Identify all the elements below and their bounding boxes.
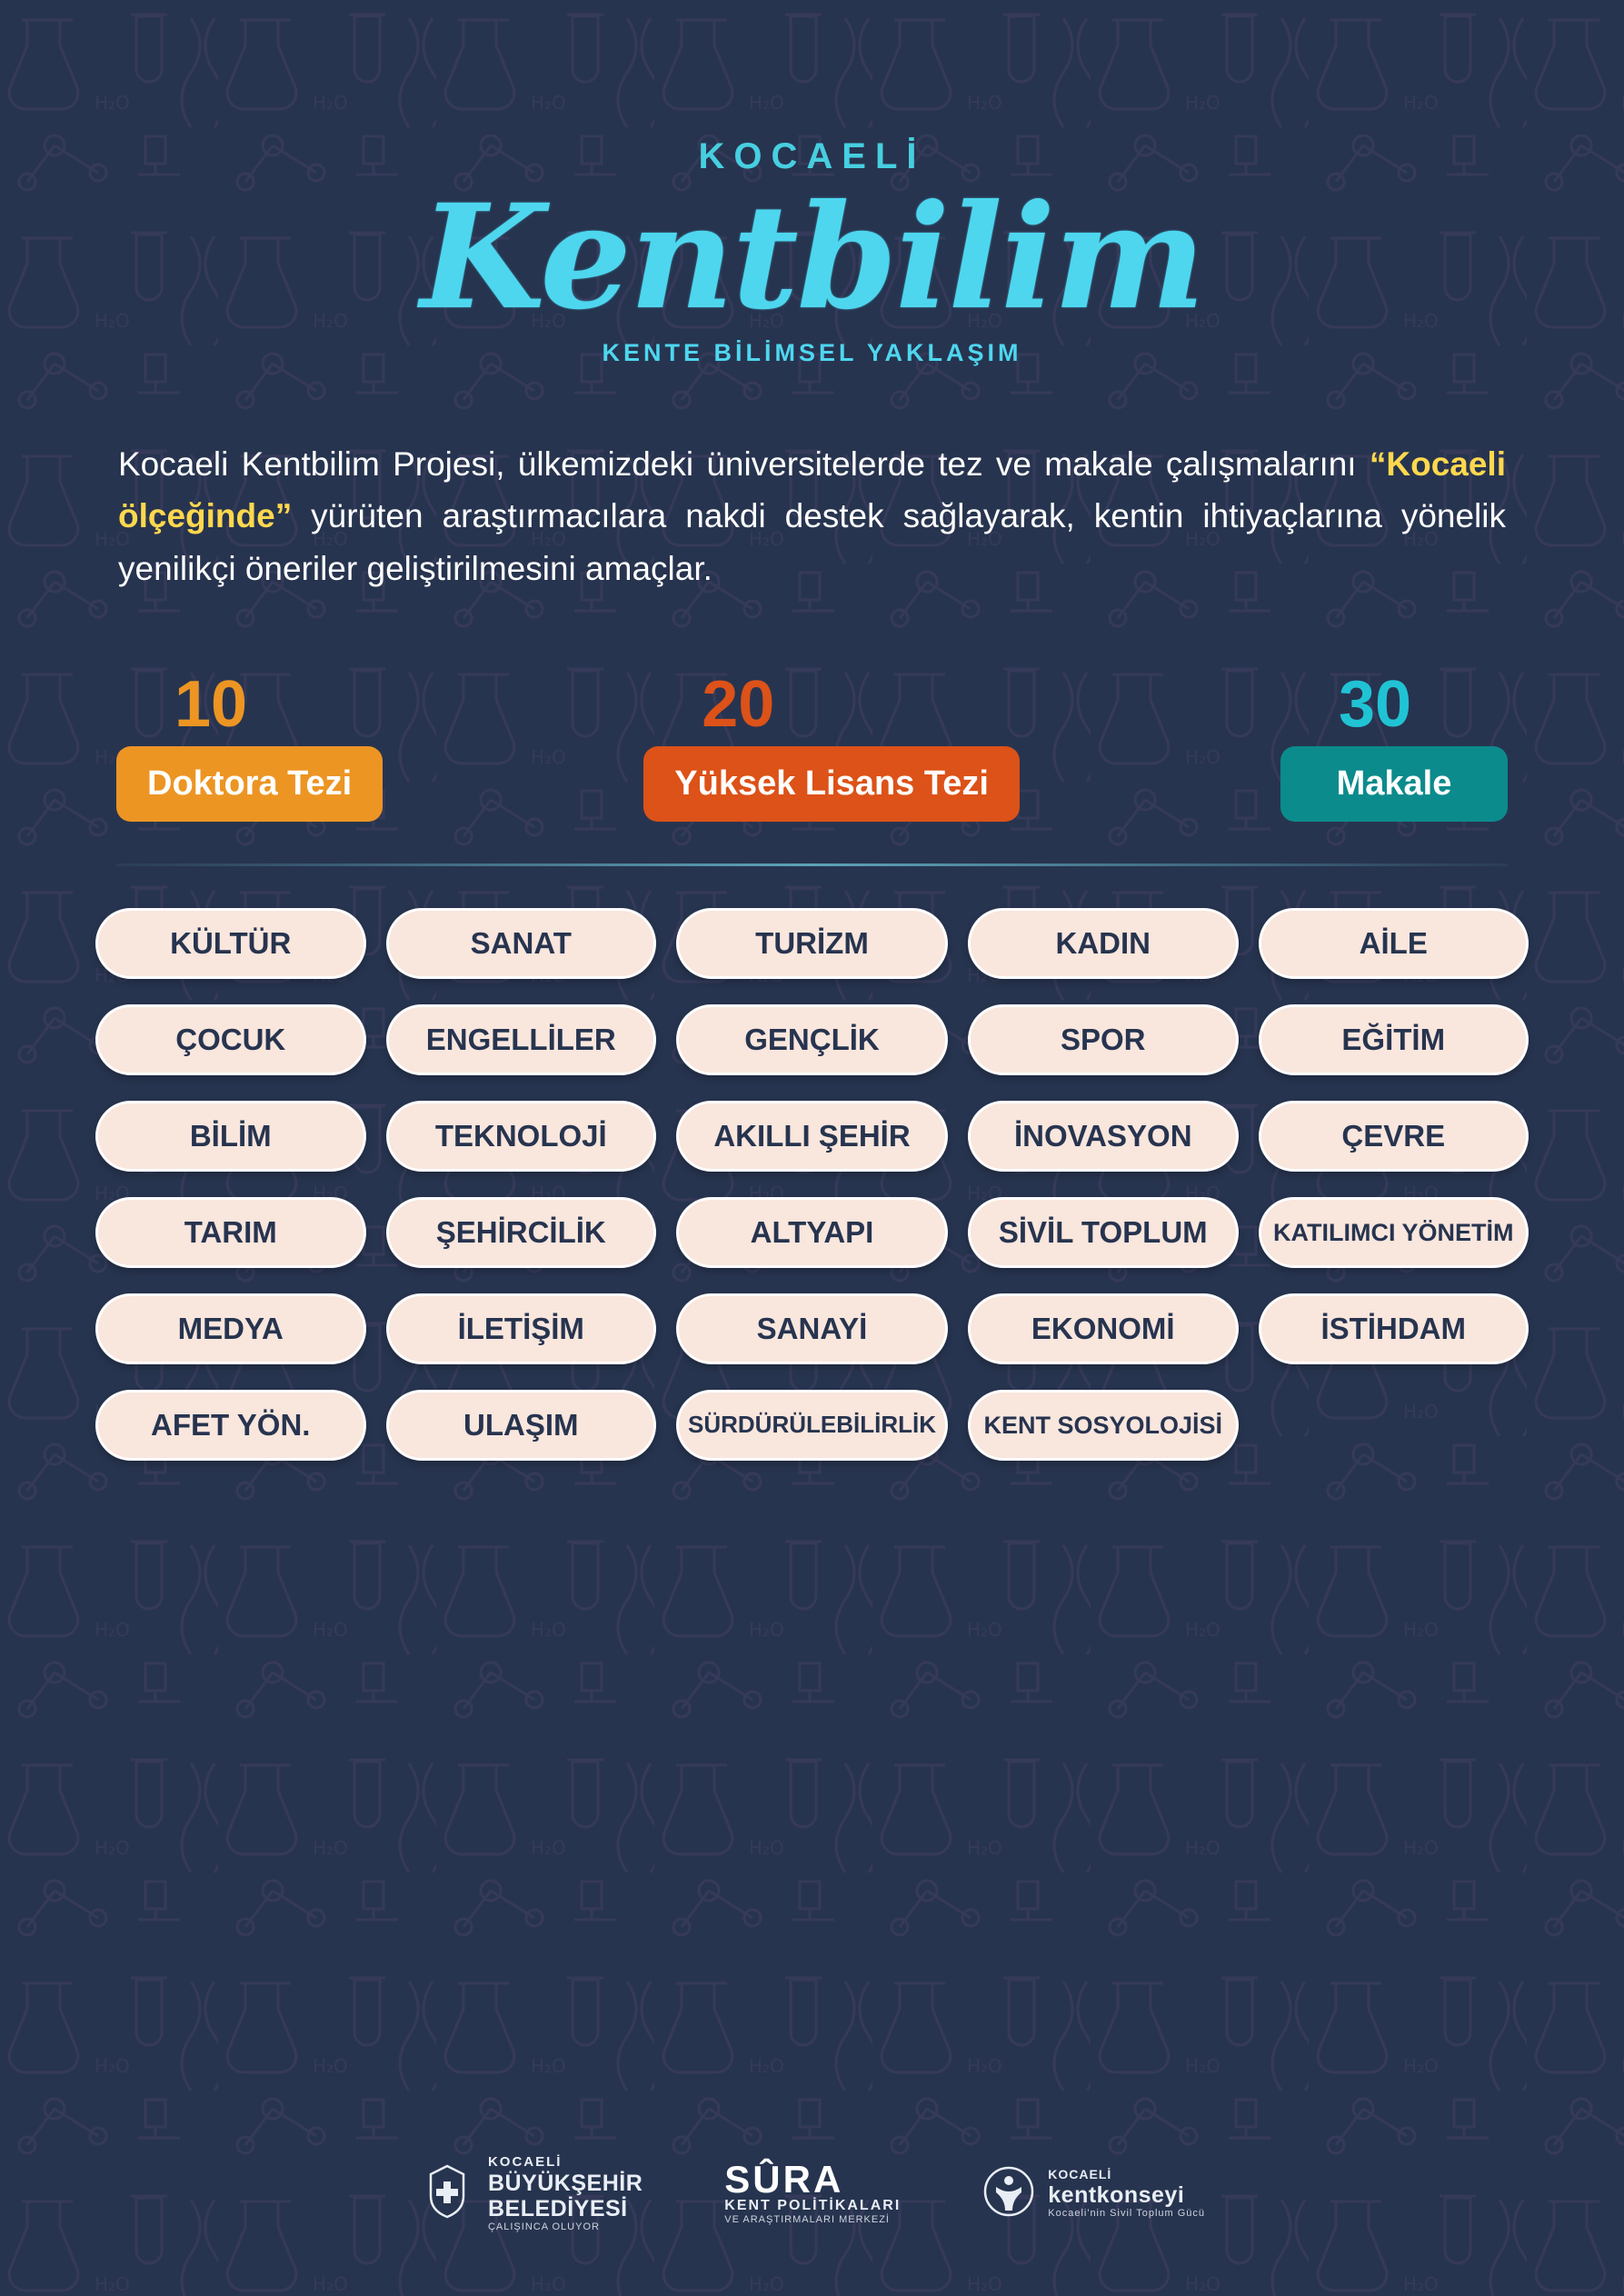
topic-pill: KENT SOSYOLOJİSİ: [968, 1390, 1239, 1461]
stats-row: [116, 667, 1508, 822]
kentkonseyi-person-icon: [982, 2165, 1035, 2222]
topic-pill: İNOVASYON: [968, 1101, 1239, 1172]
stat-label: Makale: [1280, 746, 1508, 822]
topic-pill: EKONOMİ: [968, 1293, 1239, 1364]
logo-kocaeli-kentkonseyi: [982, 2165, 1205, 2222]
brand-tagline: KENTE BİLİMSEL YAKLAŞIM: [602, 338, 1022, 366]
topic-pill: ÇEVRE: [1259, 1101, 1529, 1172]
topics-grid: [95, 908, 1529, 1461]
description-part-2: yürüten araştırmacılara nakdi destek sağlayarak, kentin ihtiyaçlarına yönelik yenilikçi öneriler geliştirilmesini amaçlar.: [118, 497, 1506, 587]
logo3-line2: kentkonseyi: [1048, 2182, 1185, 2209]
stat-number: 10: [174, 667, 248, 741]
stat-label: Yüksek Lisans Tezi: [643, 746, 1020, 822]
topic-pill: SPOR: [968, 1004, 1239, 1075]
topic-pill: TURİZM: [676, 908, 948, 979]
topic-pill: TEKNOLOJİ: [386, 1101, 657, 1172]
logo1-line1: KOCAELİ: [487, 2153, 563, 2170]
municipality-crest-icon: [419, 2163, 475, 2224]
logo-sura-kent-politikalari: [724, 2158, 902, 2226]
logo3-line1: KOCAELİ: [1048, 2167, 1112, 2182]
topic-pill: KATILIMCI YÖNETİM: [1259, 1197, 1529, 1268]
stat-label: Doktora Tezi: [116, 746, 383, 822]
topic-pill: ALTYAPI: [676, 1197, 948, 1268]
topic-pill: SÜRDÜRÜLEBİLİRLİK: [676, 1390, 948, 1461]
topic-pill: ŞEHİRCİLİK: [386, 1197, 657, 1268]
logo1-line2: BÜYÜKŞEHİR: [487, 2170, 643, 2196]
section-divider: [116, 863, 1508, 866]
topic-pill: KÜLTÜR: [95, 908, 366, 979]
topic-pill: ÇOCUK: [95, 1004, 366, 1075]
logo2-sub2: VE ARAŞTIRMALARI MERKEZİ: [724, 2214, 890, 2226]
brand-kicker: KOCAELİ: [698, 136, 926, 176]
topic-pill: KADIN: [968, 908, 1239, 979]
logo2-sub1: KENT POLİTİKALARI: [724, 2198, 902, 2214]
topic-pill: AİLE: [1259, 908, 1529, 979]
topic-pill: ENGELLİLER: [386, 1004, 657, 1075]
description-highlight: “Kocaeli ölçeğinde”: [118, 444, 1506, 535]
logo1-line3: BELEDİYESİ: [487, 2195, 628, 2221]
logo-text-block: [724, 2158, 902, 2226]
logo3-line3: Kocaeli'nin Sivil Toplum Gücü: [1048, 2208, 1206, 2220]
topic-pill: SİVİL TOPLUM: [968, 1197, 1239, 1268]
stat-number: 20: [702, 667, 775, 741]
stat-doktora-tezi: [116, 667, 383, 822]
brand-title: Kentbilim: [420, 174, 1204, 342]
topic-pill: SANAT: [386, 908, 657, 979]
poster-header: [0, 0, 1624, 367]
logo-text-block: [1048, 2168, 1205, 2219]
stat-yuksek-lisans-tezi: [643, 667, 1020, 822]
topic-pill: GENÇLİK: [676, 1004, 948, 1075]
logo1-line4: ÇALIŞINCA OLUYOR: [487, 2221, 600, 2232]
stat-makale: [1280, 667, 1508, 822]
topic-pill: EĞİTİM: [1259, 1004, 1529, 1075]
stat-number: 30: [1339, 667, 1412, 741]
topic-pill: TARIM: [95, 1197, 366, 1268]
logo-kocaeli-buyuksehir-belediyesi: [419, 2155, 643, 2232]
logo-text-block: [488, 2155, 643, 2232]
project-description: [118, 438, 1506, 594]
topic-pill: BİLİM: [95, 1101, 366, 1172]
description-part-1: Kocaeli Kentbilim Projesi, ülkemizdeki üniversitelerde tez ve makale çalışmalarını: [118, 444, 1370, 483]
footer-logos: [0, 2155, 1624, 2232]
topic-pill: AKILLI ŞEHİR: [676, 1101, 948, 1172]
topic-pill: SANAYİ: [676, 1293, 948, 1364]
topic-pill: İLETİŞİM: [386, 1293, 657, 1364]
topic-pill: İSTİHDAM: [1259, 1293, 1529, 1364]
topic-pill: ULAŞIM: [386, 1390, 657, 1461]
topic-pill: AFET YÖN.: [95, 1390, 366, 1461]
topic-pill: MEDYA: [95, 1293, 366, 1364]
logo2-title: SÛRA: [724, 2158, 844, 2201]
